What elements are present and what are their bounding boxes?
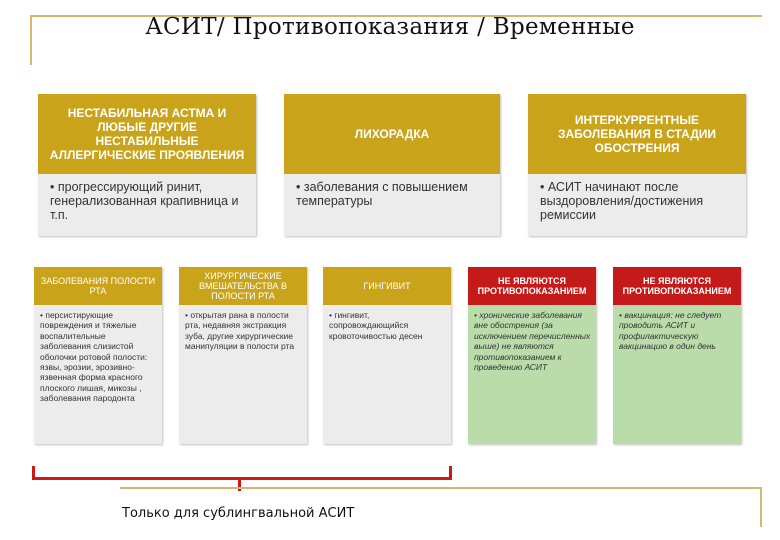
- card-oral-surgery: [179, 267, 307, 444]
- card-text: • вакцинация: не следует проводить АСИТ и профилактическую вакцинацию в один день: [619, 310, 722, 352]
- card-not-contraindication-chronic: [468, 267, 596, 444]
- card-text: • персистирующие повреждения и тяжелые воспалительные заболевания слизистой оболочки ротовой полости: язвы, эрозии, эрозивно-язвенная форма красного плоского лишая, микозы , заболевания пародонта: [40, 310, 148, 404]
- card-gingivitis: [323, 267, 451, 444]
- bracket-caption: Только для сублингвальной АСИТ: [122, 506, 355, 521]
- card-text: • прогрессирующий ринит, генерализованная крапивница и т.п.: [50, 180, 239, 222]
- card-heading: ХИРУРГИЧЕСКИЕ ВМЕШАТЕЛЬСТВА В ПОЛОСТИ РТА: [179, 267, 307, 305]
- card-text: • заболевания с повышением температуры: [296, 180, 468, 208]
- card-fever: [284, 94, 500, 236]
- card-heading: ЗАБОЛЕВАНИЯ ПОЛОСТИ РТА: [34, 267, 162, 305]
- frame-bottom-line: [120, 487, 762, 489]
- card-text: • открытая рана в полости рта, недавняя экстракция зуба, другие хирургические манипуляции в полости рта: [185, 310, 295, 352]
- card-unstable-asthma: [38, 94, 256, 236]
- card-intercurrent: [528, 94, 746, 236]
- sublingual-bracket: [32, 466, 452, 480]
- card-text: • гингивит, сопровождающийся кровоточивостью десен: [329, 310, 423, 341]
- card-heading: ЛИХОРАДКА: [284, 94, 500, 174]
- card-text: • хронические заболевания вне обострения (за исключением перечисленных выше) не являются противопоказанием к проведению АСИТ: [474, 310, 591, 373]
- card-heading: ИНТЕРКУРРЕНТНЫЕ ЗАБОЛЕВАНИЯ В СТАДИИ ОБОСТРЕНИЯ: [528, 94, 746, 174]
- card-not-contraindication-vaccination: [613, 267, 741, 444]
- bracket-tick: [238, 479, 241, 491]
- card-heading: НЕСТАБИЛЬНАЯ АСТМА И ЛЮБЫЕ ДРУГИЕ НЕСТАБИЛЬНЫЕ АЛЛЕРГИЧЕСКИЕ ПРОЯВЛЕНИЯ: [38, 94, 256, 174]
- page-title: АСИТ/ Противопоказания / Временные: [145, 14, 635, 40]
- card-heading: ГИНГИВИТ: [323, 267, 451, 305]
- frame-right-line: [760, 487, 762, 527]
- card-heading: НЕ ЯВЛЯЮТСЯ ПРОТИВОПОКАЗАНИЕМ: [468, 267, 596, 305]
- card-oral-diseases: [34, 267, 162, 444]
- card-heading: НЕ ЯВЛЯЮТСЯ ПРОТИВОПОКАЗАНИЕМ: [613, 267, 741, 305]
- card-text: • АСИТ начинают после выздоровления/достижения ремиссии: [540, 180, 704, 222]
